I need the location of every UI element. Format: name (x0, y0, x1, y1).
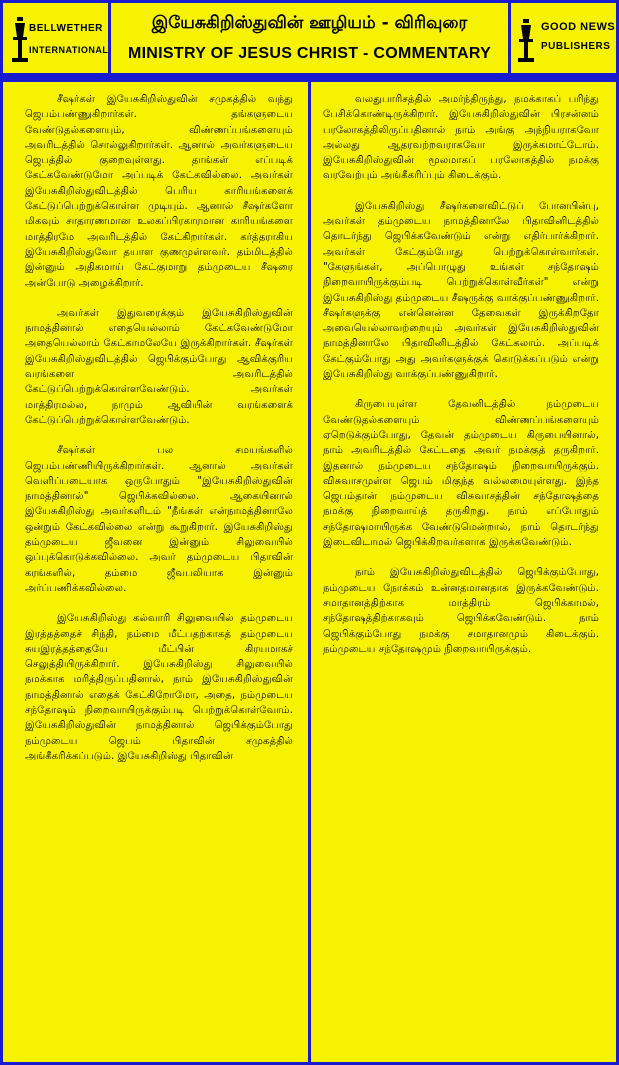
paragraph: நாம் இயேசுகிறிஸ்துவிடத்தில் ஜெபிக்கும்போது, நம்முடைய நோக்கம் உன்னதமானதாக இருக்கவேண்டும். சமாதானத்திற்காக மாத்திரம் ஜெபிக்காமல், சந்தோஷத்திற்காகவும் ஜெபிக்கவேண்டும். நாம் ஜெபிக்கும்போது நமக்கு சமாதானமும் கிடைக்கும். நம்முடைய சந்தோஷமும் நிறைவாயிருக்கும். (323, 567, 599, 655)
right-column (308, 82, 619, 1065)
bellwether-logo-icon (7, 11, 107, 67)
paragraph: இயேசுகிறிஸ்து கல்வாரி சிலுவையில் தம்முடைய இரத்தத்தைச் சிந்தி, நம்மை மீட்பதற்காகத் தம்முடைய சுயஇரத்தத்தையே மீட்பின் கிரயமாகச் செலுத்தியிருக்கிறார். இயேசுகிறிஸ்து சிலுவையில் நமக்காக மரித்திருப்பதினால், நாம் இயேசுகிறிஸ்துவின் நாமத்தினால் எதைக் கேட்கிறோமோ, அதை, நம்முடைய சந்தோஷம் நிறைவாயிருக்கும்படி பெற்றுக்கொள்வோம். இயேசுகிறிஸ்துவின் நாமத்தினால் ஜெபிக்கும்போது நம்முடைய ஜெபம் பிதாவின் சமுகத்தில் அங்கீகரிக்கப்படும். இயேசுகிறிஸ்து பிதாவின் (25, 613, 293, 762)
paragraph: கிருபையுள்ள தேவனிடத்தில் நம்முடைய வேண்டுதல்களையும் விண்ணப்பங்களையும் ஏறெடுக்கும்போது, தேவன் தம்முடைய கிருபையினால், நாம் அவரிடத்தில் கேட்டதை அவர் நமக்குத் தருகிறார். இதனால் நம்முடைய சந்தோஷம் நிறைவாயிருக்கும். விசுவாசமுள்ள ஜெபம் மிகுந்த வல்லமையுள்ளது. இந்த ஜெபம்தான் நம்முடைய விசுவாசத்தின் சந்தோஷத்தை நமக்கு நிறைவாய்த் தருகிறது. நாம் எப்போதும் சந்தோஷமாயிருக்க வேண்டுமென்றால், நாம் தொடர்ந்து இடைவிடாமல் ஜெபிக்கிறவர்களாக இருக்கவேண்டும். (323, 399, 599, 549)
good-news-logo-icon (515, 11, 615, 67)
title-tamil: இயேசுகிறிஸ்துவின் ஊழியம் - விரிவுரை (151, 13, 468, 33)
left-logo-box (0, 0, 111, 76)
left-column (0, 82, 311, 1065)
right-logo-line1: GOOD NEWS (541, 21, 616, 33)
left-logo-line2: INTERNATIONAL (29, 45, 109, 55)
left-logo-line1: BELLWETHER (29, 23, 103, 34)
title-box (108, 0, 511, 76)
paragraph: வலதுபாரிசத்தில் அமர்ந்திருந்து, நமக்காகப் பரிந்து பேசிக்கொண்டிருக்கிறார். இயேசுகிறிஸ்துவின் பிரசன்னம் பரலோகத்திலிருப்பதினால் நாம் அங்கு அந்நியராகவோ அல்லது ஆதரவற்றவராகவோ இருக்கமாட்டோம். இயேசுகிறிஸ்துவின் மூலமாகப் பரலோகத்தில் நமக்கு வரவேற்பும் அங்கீகரிப்பும் கிடைக்கும். (323, 94, 599, 182)
left-column-text (25, 92, 293, 779)
right-logo-box (508, 0, 619, 76)
paragraph: சீஷர்கள் இயேசுகிறிஸ்துவின் சமுகத்தில் வந்து ஜெபம்பண்ணுகிறார்கள். தங்களுடைய வேண்டுதல்களையும், விண்ணப்பங்களையும் அவரிடத்தில் சொல்லுகிறார்கள். ஆனால் அவர்களுடைய ஜெபத்தில் குறைவுள்ளது. தாங்கள் எப்படிக் கேட்கவேண்டுமோ அப்படிக் கேட்கவில்லை. அவர்கள் இயேசுகிறிஸ்துவிடத்தில் பெரிய காரியங்களைக் கேட்டுப்பெற்றுக்கொள்ள முடியும். ஆனால் சீஷர்களோ மிகவும் சாதாரணமான உலகப்பிரகாரமான காரியங்களை மாத்திரமே அவரிடத்தில் கேட்கிறார்கள். கர்த்தராகிய இயேசுகிறிஸ்துவோ தயாள குணமுள்ளவர். தம்மிடத்தில் இன்னும் அதிகமாய் கேட்குமாறு தம்முடைய சீஷரை அன்போடு அழைக்கிறார். (25, 94, 293, 289)
right-logo-line2: PUBLISHERS (541, 41, 611, 52)
paragraph: இயேசுகிறிஸ்து சீஷர்களைவிட்டுப் போனபின்பு, அவர்கள் தம்முடைய நாமத்தினாலே பிதாவினிடத்தில் தொடர்ந்து ஜெபிக்கவேண்டும் என்று எதிர்பார்க்கிறார். அவர்கள் கேட்கும்போது பெற்றுக்கொள்வார்கள். "கேளுங்கள், அப்பொழுது உங்கள் சந்தோஷம் நிறைவாயிருக்கும்படி பெற்றுக்கொள்வீர்கள்" என்று இயேசுகிறிஸ்து தம்முடைய சீஷருக்கு வாக்குப்பண்ணுகிறார். சீஷர்களுக்கு என்னென்ன தேவைகள் இருக்கிறதோ அவையெல்லாவற்றையும் அவர்கள் இயேசுகிறிஸ்துவின் நாமத்தினாலே பிதாவினிடத்தில் கேட்கலாம். அப்படிக் கேட்கும்போது அது அவர்களுக்குக் கொடுக்கப்படும் என்று இயேசுகிறிஸ்து வாக்குப்பண்ணுகிறார். (323, 200, 599, 381)
paragraph: சீஷர்கள் பல சமயங்களில் ஜெபம்பண்ணியிருக்கிறார்கள். ஆனால் அவர்கள் வெளிப்படையாக ஒருபோதும் "இயேசுகிறிஸ்துவின் நாமத்தினால்" ஜெபிக்கவில்லை. ஆகையினால் இயேசுகிறிஸ்து அவர்களிடம் "நீங்கள் என்நாமத்தினாலே ஒன்றும் கேட்கவில்லை என்று கூறுகிறார். இயேசுகிறிஸ்து தம்முடைய ஜீவனை இன்னும் சிலுவையில் ஒப்புக்கொடுக்கவில்லை. அவர் தம்முடைய பிதாவின் கரங்களில், தம்மை ஜீவபலியாக இன்னும் அர்ப்பணிக்கவில்லை. (25, 445, 293, 594)
right-column-text (323, 92, 599, 672)
title-english: MINISTRY OF JESUS CHRIST - COMMENTARY (127, 45, 492, 62)
paragraph: அவர்கள் இதுவரைக்கும் இயேசுகிறிஸ்துவின் நாமத்தினால் எதையெல்லாம் கேட்கவேண்டுமோ அதையெல்லாம் கேட்காமலேயே இருக்கிறார்கள். சீஷர்கள் இயேசுகிறிஸ்துவிடத்தில் ஜெபிக்கும்போது ஆவிக்குரிய வரங்களை அவரிடத்தில் கேட்டுப்பெற்றுக்கொள்ளவேண்டும். அவர்கள் மாத்திரமல்ல, நாமும் ஆவியின் வரங்களைக் கேட்டுப்பெற்றுக்கொள்ளவேண்டும். (25, 307, 293, 426)
